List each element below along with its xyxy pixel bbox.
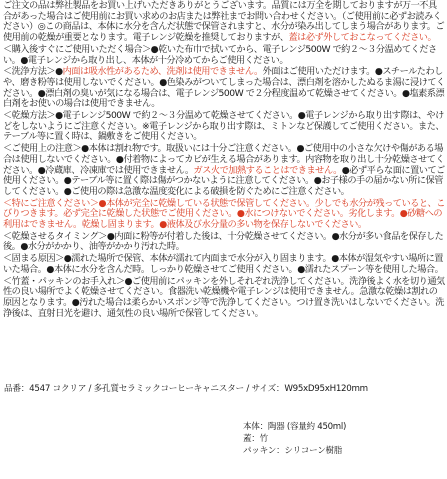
note-dry-procedure: [3, 45, 445, 66]
note-text: ご注文の品は弊社製品をお買い上げいただきありがとうございます。品質には万全を期しておりますが万一不具合があった場合はご使用前にお買い求めのお店または弊社までお問い合わせください。: [3, 0, 437, 22]
note-text: ＜洗浄方法＞●: [3, 66, 63, 78]
note-intro: [3, 1, 445, 44]
note-text: ●必ず平らな面に置いてご使用ください。●テーブル等に置く際は傷がつかないように注意してください。●お子様の手の届かない所に保管してください。●ご使用の際は急激な温度変化による破損を防ぐためにご注意ください。: [3, 164, 445, 197]
spec-value: 竹: [259, 434, 268, 444]
note-text: ＜ご使用上の注意＞●本体は割れ物です。取扱いには十分ご注意ください。●ご使用中の小さな欠けや傷がある場合は使用しないでください。●付着物によってカビが生える場合があります。内容物を取り出し十分乾燥させてください。●冷蔵庫、冷凍庫では使用できません。: [3, 143, 445, 176]
care-notes: [3, 1, 445, 319]
spec-label: 本体: [243, 422, 260, 432]
note-text: ＜固まる原因＞●濡れた場所で保管、本体が濡れて内面まで水分が入り固まります。●本体が湿気やすい場所に置いた場合。●本体に水分を含んだ時。しっかり乾燥させてご使用ください。●濡れたスプーン等を使用した場合。: [3, 253, 444, 275]
warning-text: 蓋は必ず外しておこなってください。: [288, 32, 437, 44]
product-line: 品番：4547 コクリア / 多孔質セラミックコーヒーキャニスター / サイズ：W95xD95xH120mm: [4, 384, 368, 394]
note-sticking: [3, 254, 445, 275]
note-washing: [3, 67, 445, 110]
note-text: ＜購入後すぐにご使用いただく場合＞●乾いた布巾で拭いてから、電子レンジ500W で約２〜３分温めてください。●電子レンジから取り出し、本体が十分冷めてからご使用ください。: [3, 43, 437, 66]
note-text: ＜乾燥方法＞●電子レンジ500W で約２〜３分温めて乾燥させてください。●電子レンジから取り出す際は、やけどをしないようにご注意ください。※電子レンジから取り出す際は、ミトンなど保護してご使用ください。また、テーブル等に置く時は、鍋敷きをご使用ください。: [3, 110, 445, 143]
warning-text: ＜特にご注意ください＞●本体が完全に乾燥している状態で保管してください。少しでも水分が残っていると、こびりつきます。必ず完全に乾燥した状態でご使用ください。●水につけないでください。劣化します。●砂糖への利用はできません。乾燥し固まります。●液体及び水分量の多い物を保存しないでください。: [3, 197, 445, 231]
note-text: （ご使用前に必ずお読みください）: [3, 10, 442, 33]
note-drying-method: [3, 111, 445, 143]
spec-label: パッキン: [243, 446, 277, 456]
warning-text: 内面は吸水性があるため、洗剤は使用できません。: [62, 66, 263, 78]
spec-value: 陶器 (容量約 450ml): [267, 422, 346, 432]
note-lid: [3, 277, 445, 320]
note-text: ＜竹蓋・パッキンのお手入れ＞●ご使用前にパッキンを外しそれぞれ洗浄してください。洗浄後よく水を切り通気性の良い場所でよく乾燥させてください。食器洗い乾燥機や電子レンジは使用できません。急激な乾燥は割れの原因となります。●汚れた場合は柔らかいスポンジ等で洗浄してください。つけ置き洗いはしないでください。洗浄後は、直射日光を避け、通気性の良い場所で保管してください。: [3, 275, 445, 319]
spec-value: シリコーン樹脂: [284, 446, 343, 456]
warning-text: ガス火で加熱することはできません。: [193, 164, 342, 176]
note-text: ＜乾燥させるタイミング＞●内面に粉等が付着した後は、十分乾燥させてください。●水分が多い食品を保存した後。●水分がかかり、油等がかかり汚れた時。: [3, 230, 444, 253]
note-text: ◎この商品は、本体に水分を含んだ状態で保管されますと、水分が染み出してしまう場合があります。ご使用前の乾燥が重要となります。電子レンジ乾燥を推奨しておりますが、: [3, 21, 445, 44]
note-usage: [3, 144, 445, 198]
note-storage-warning: [3, 199, 445, 231]
spec-body: 本体：陶器 (容量約 450ml): [243, 422, 346, 432]
note-dry-timing: [3, 232, 445, 253]
spec-label: 蓋: [243, 434, 252, 444]
material-specs: [243, 421, 346, 457]
spec-packing: パッキン：シリコーン樹脂: [243, 446, 343, 456]
note-text: 外面はご使用いただけます。●スチールたわしや、磨き粉等は使用しないでください。●色染みがついてしまった場合は、漂白剤を溶かしたぬるま湯に浸けてください。●漂白剤の臭いが気になる場合は、電子レンジ500W で２分程度温めて乾燥させてください。●塩素系漂白剤をお使いの場合は使用できません。: [3, 66, 445, 110]
spec-lid: 蓋：竹: [243, 434, 268, 444]
